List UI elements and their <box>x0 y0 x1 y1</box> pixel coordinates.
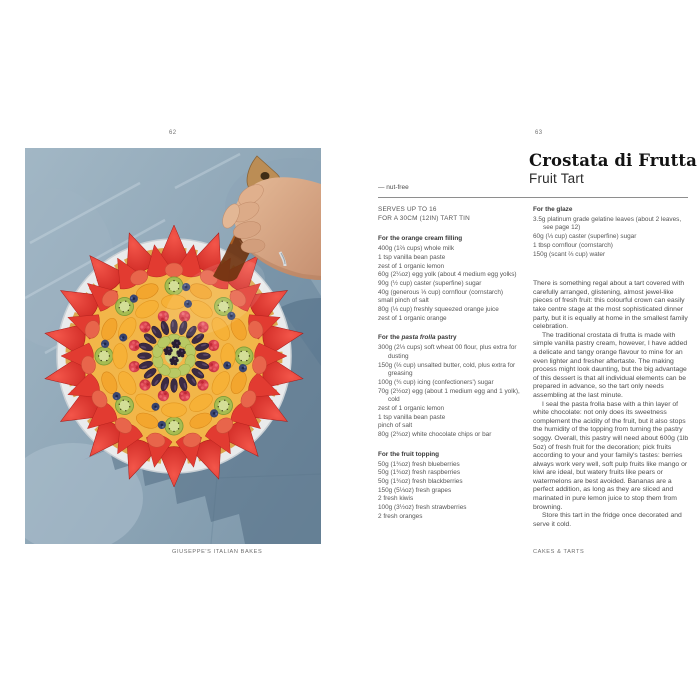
body-paragraph: I seal the pasta frolla base with a thin layer of white chocolate: not only does its sweetness complement the acidity of the fruit, but it also stops the humidity of the topping from turning the pastry soggy. Overall, this pastry will need about 600g (1lb 5oz) of fresh fruit for the decoration; pick fruits according to your and your family's tastes: berries always work very well, soft pulp fruits like mango or kiwi are ideal, but watery fruits like pears or watermelons are best avoided. Bananas are a perfect addition, as long as they are sliced and marinated in pure lemon juice to stop them from browning. <box>533 400 689 511</box>
ingredient-line: 150g (5⅓oz) fresh grapes <box>378 486 452 494</box>
section-header: For the orange cream filling <box>378 235 463 243</box>
ingredients-column <box>378 206 530 522</box>
section-header: For the pasta frolla pastry <box>378 334 457 342</box>
recipe-introduction <box>533 280 690 529</box>
body-paragraph: There is something regal about a tart covered with carefully arranged, glistening, almost jewel-like pieces of fresh fruit: this colourful crown can easily take centre stage at the most sophisticated dinner party, but it is equally at home in the smallest family celebration. <box>533 280 688 331</box>
ingredient-line: zest of 1 organic orange <box>378 314 447 322</box>
ingredient-line: 150g (⅔ cup) unsalted butter, cold, plus extra for greasing <box>378 361 516 378</box>
header-rule <box>378 197 688 198</box>
recipe-title-italian: Crostata di Frutta <box>529 151 697 170</box>
ingredient-line: 1 tsp vanilla bean paste <box>378 413 446 421</box>
tart-photo <box>25 148 321 544</box>
ingredient-line: 2 fresh oranges <box>378 512 423 520</box>
ingredient-line: 150g (scant ⅔ cup) water <box>533 250 606 258</box>
body-paragraph: Store this tart in the fridge once decorated and serve it cold. <box>533 512 682 528</box>
ingredient-line: 100g (¾ cup) icing (confectioners') sugar <box>378 378 494 386</box>
section-fruit-topping <box>378 451 530 522</box>
page-number-left: 62 <box>169 130 177 136</box>
serves-line: SERVES UP TO 16 <box>378 206 437 213</box>
page-number-right: 63 <box>535 130 543 136</box>
tart-photo-illustration <box>25 148 321 544</box>
recipe-title-english: Fruit Tart <box>529 171 585 187</box>
ingredient-line: 80g (2¾oz) white chocolate chips or bar <box>378 431 492 439</box>
ingredient-line: 50g (1¾oz) fresh raspberries <box>378 469 461 477</box>
ingredient-line: 50g (1¾oz) fresh blueberries <box>378 460 460 468</box>
ingredient-line: zest of 1 organic lemon <box>378 405 445 413</box>
serves-info <box>378 206 530 223</box>
ingredient-line: 60g (2¼oz) egg yolk (about 4 medium egg yolks) <box>378 271 517 279</box>
section-glaze <box>533 206 690 259</box>
ingredient-line: 300g (2⅓ cups) soft wheat 00 flour, plus extra for dusting <box>378 344 517 360</box>
section-pasta-frolla-pastry <box>378 334 530 439</box>
ingredient-line: zest of 1 organic lemon <box>378 262 445 270</box>
ingredient-line: small pinch of salt <box>378 297 429 305</box>
ingredient-line: 3.5g platinum grade gelatine leaves (about 2 leaves, see page 12) <box>533 215 682 232</box>
ingredient-line: 1 tbsp cornflour (cornstarch) <box>533 241 613 249</box>
left-page-footer: GIUSEPPE'S ITALIAN BAKES <box>172 549 263 555</box>
section-orange-cream-filling <box>378 235 530 323</box>
serves-line: FOR A 30CM (12IN) TART TIN <box>378 214 470 222</box>
glaze-and-intro-column <box>533 206 690 529</box>
ingredient-line: 60g (⅓ cup) caster (superfine) sugar <box>533 233 637 241</box>
ingredient-line: 1 tsp vanilla bean paste <box>378 253 446 261</box>
ingredient-line: 80g (⅓ cup) freshly squeezed orange juice <box>378 306 499 314</box>
ingredient-line: 400g (1⅔ cups) whole milk <box>378 245 455 253</box>
section-header: For the glaze <box>533 206 573 213</box>
right-page-footer: CAKES & TARTS <box>533 549 585 555</box>
ingredient-line: 90g (½ cup) caster (superfine) sugar <box>378 279 482 287</box>
section-header: For the fruit topping <box>378 450 440 458</box>
dietary-note: — nut-free <box>378 184 409 191</box>
ingredient-line: 100g (3½oz) fresh strawberries <box>378 504 467 512</box>
body-paragraph: The traditional crostata di frutta is made with simple vanilla pastry cream, however, I have added a delicate and tangy orange flavour to mine for an even lighter and fresher aftertaste. The making process might look daunting, but the big advantage of this dessert is that all individual elements can be prepared in advance, so the tart only needs assembling at the last minute. <box>533 331 688 399</box>
recipe-header <box>529 152 699 186</box>
ingredient-line: 2 fresh kiwis <box>378 495 414 503</box>
ingredient-line: pinch of salt <box>378 422 413 430</box>
ingredient-line: 50g (1¾oz) fresh blackberries <box>378 477 463 485</box>
ingredient-line: 40g (generous ⅓ cup) cornflour (cornstarch) <box>378 288 504 296</box>
ingredient-line: 70g (2½oz) egg (about 1 medium egg and 1 yolk), cold <box>378 387 520 404</box>
